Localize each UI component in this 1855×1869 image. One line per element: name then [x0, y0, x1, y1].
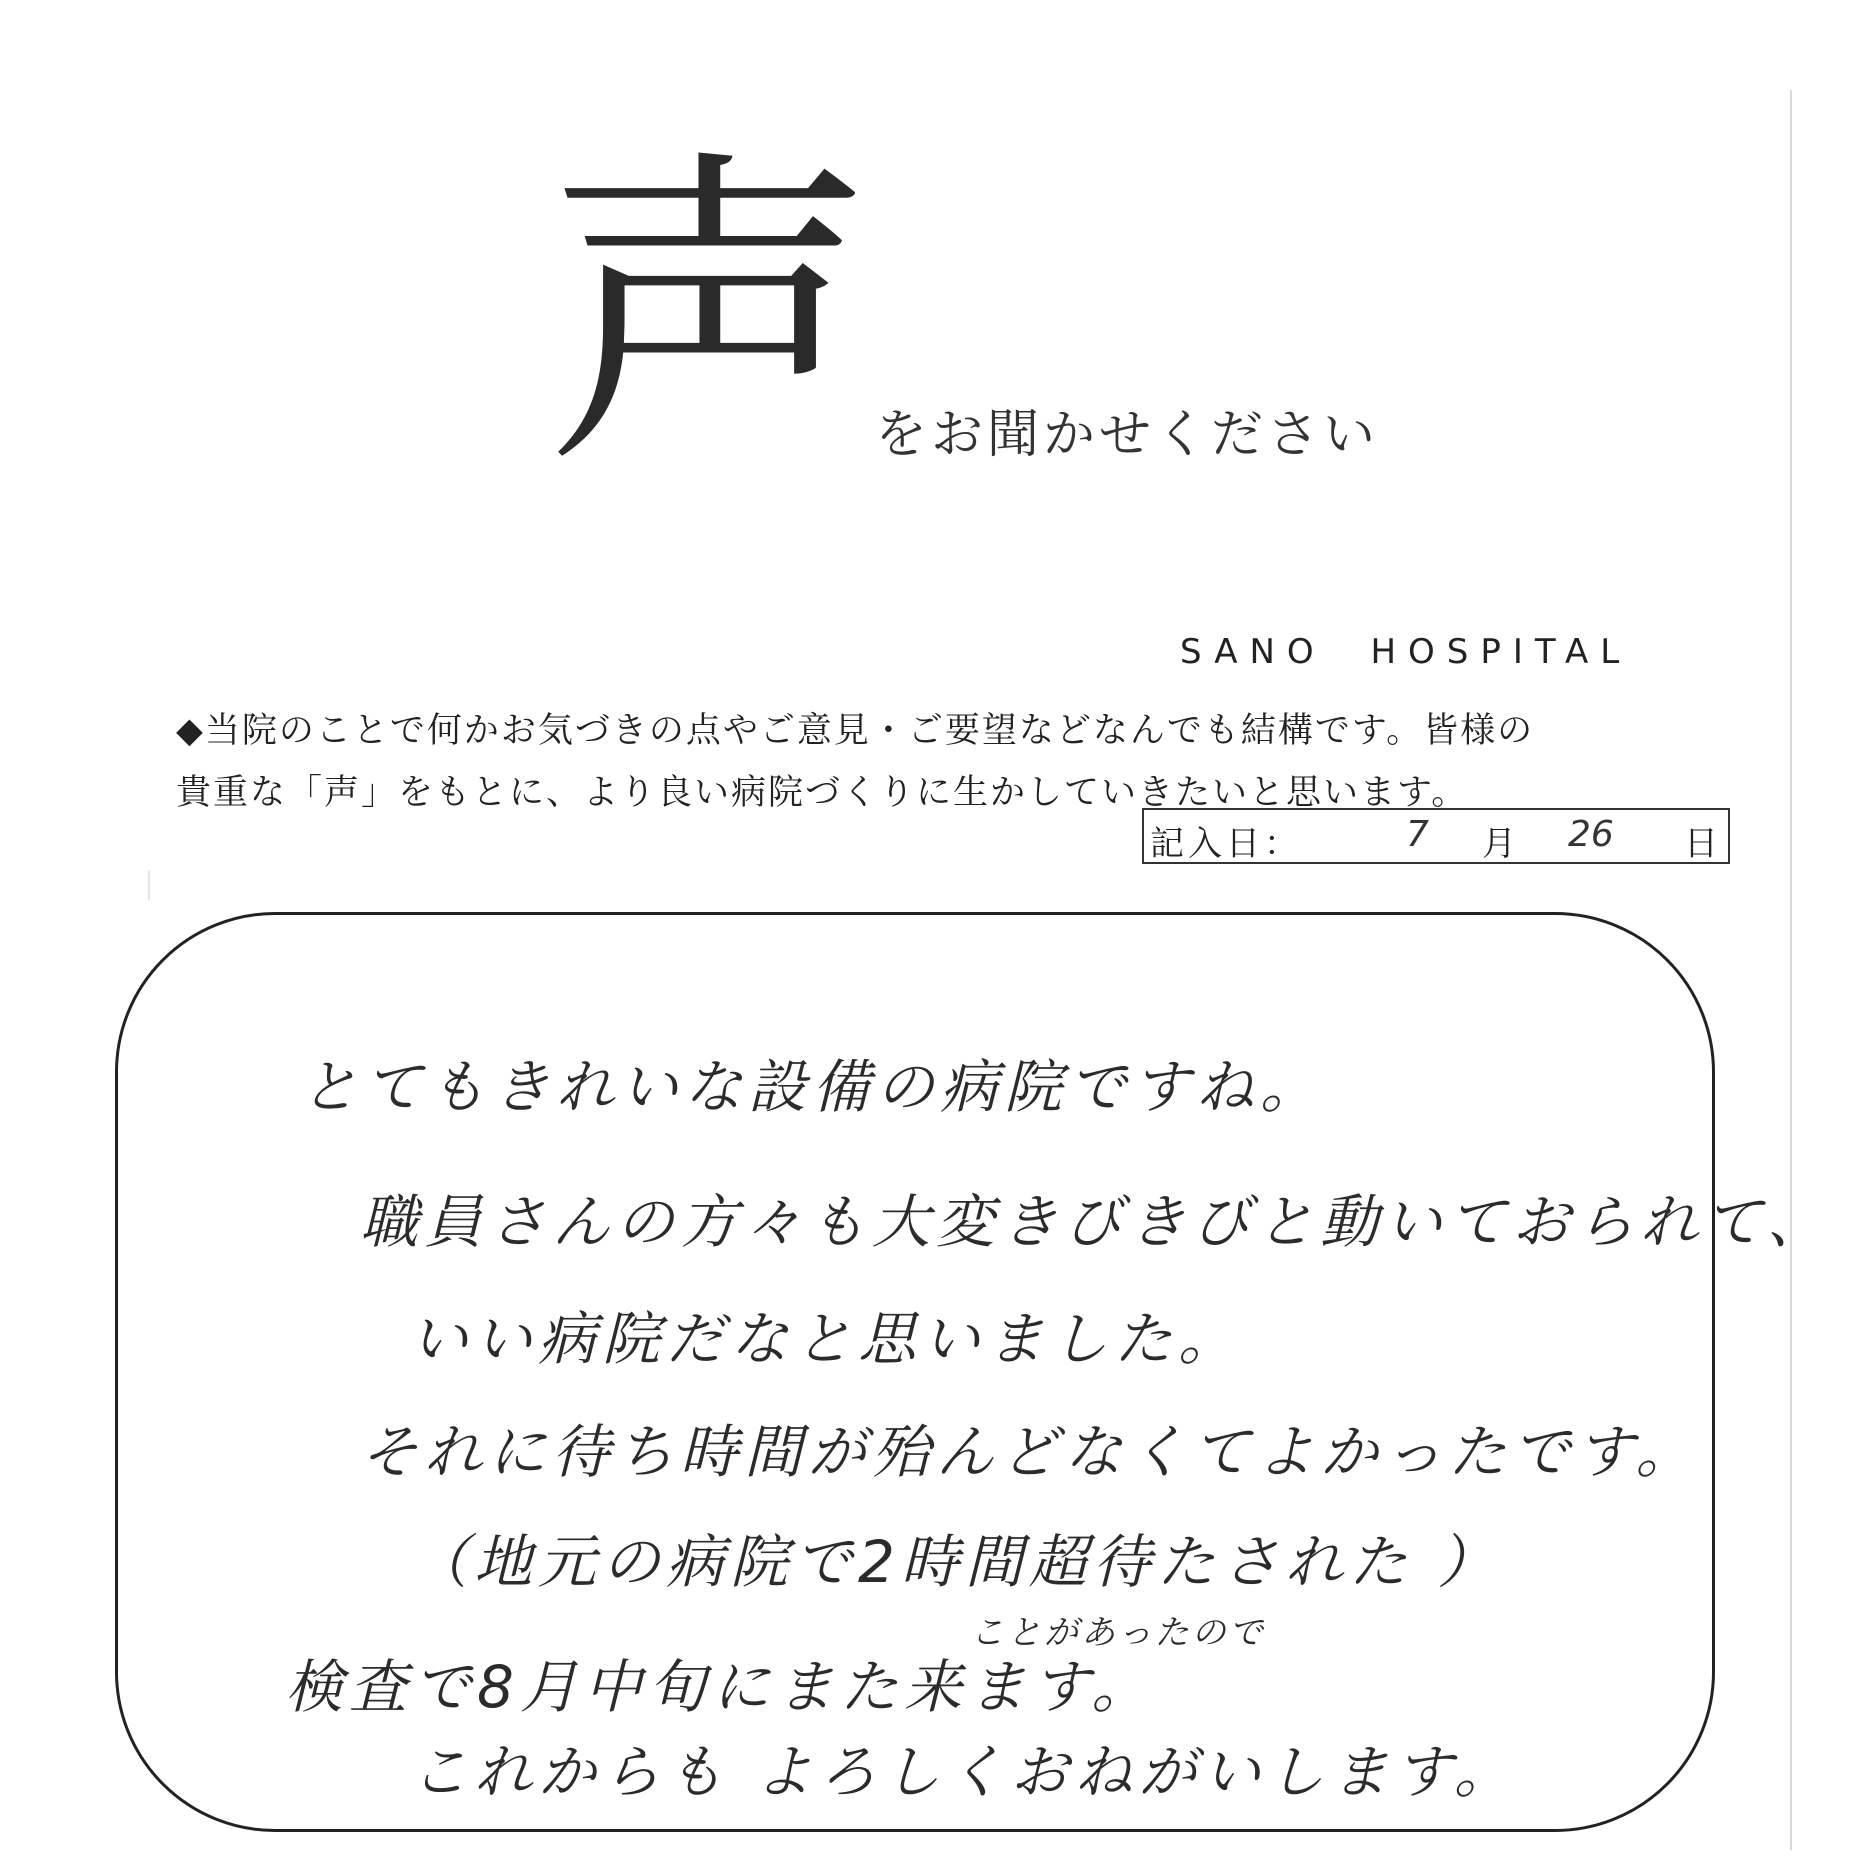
comment-line-2: 職員さんの方々も大変きびきびと動いておられて、: [360, 1188, 1831, 1256]
entry-day-value: 26: [1568, 814, 1614, 855]
entry-date-box: [1142, 808, 1730, 864]
comment-line-7: これからも よろしくおねがいします。: [410, 1738, 1518, 1806]
entry-month-value: 7: [1406, 814, 1429, 855]
intro-line-2: 貴重な「声」をもとに、より良い病院づくりに生かしていきたいと思います。: [176, 773, 1469, 813]
entry-month-label: 月: [1482, 824, 1516, 864]
intro-text: [176, 700, 1736, 824]
comment-line-4: それに待ち時間が殆んどなくてよかったです。: [360, 1418, 1700, 1486]
entry-date-label: 記入日：: [1150, 824, 1302, 864]
entry-day-label: 日: [1684, 824, 1718, 864]
title-subtitle: をお聞かせください: [875, 405, 1380, 465]
comment-line-1: とてもきれいな設備の病院ですね。: [300, 1053, 1325, 1121]
comment-line-3: いい病院だなと思いました。: [410, 1305, 1243, 1373]
hospital-name: SANO HOSPITAL: [1180, 632, 1632, 672]
intro-line-1: ◆当院のことで何かお気づきの点やご意見・ご要望などなんでも結構です。皆様の: [176, 711, 1535, 751]
scan-edge-line: [1790, 90, 1792, 1850]
title-kanji: 声: [545, 123, 875, 507]
comment-note: ことがあったので: [970, 1613, 1266, 1653]
comment-line-5: （地元の病院で2時間超待たされた ）: [410, 1528, 1502, 1596]
comment-line-6: 検査で8月中旬にまた来ます。: [285, 1653, 1156, 1721]
scan-edge-mark: [148, 870, 150, 900]
